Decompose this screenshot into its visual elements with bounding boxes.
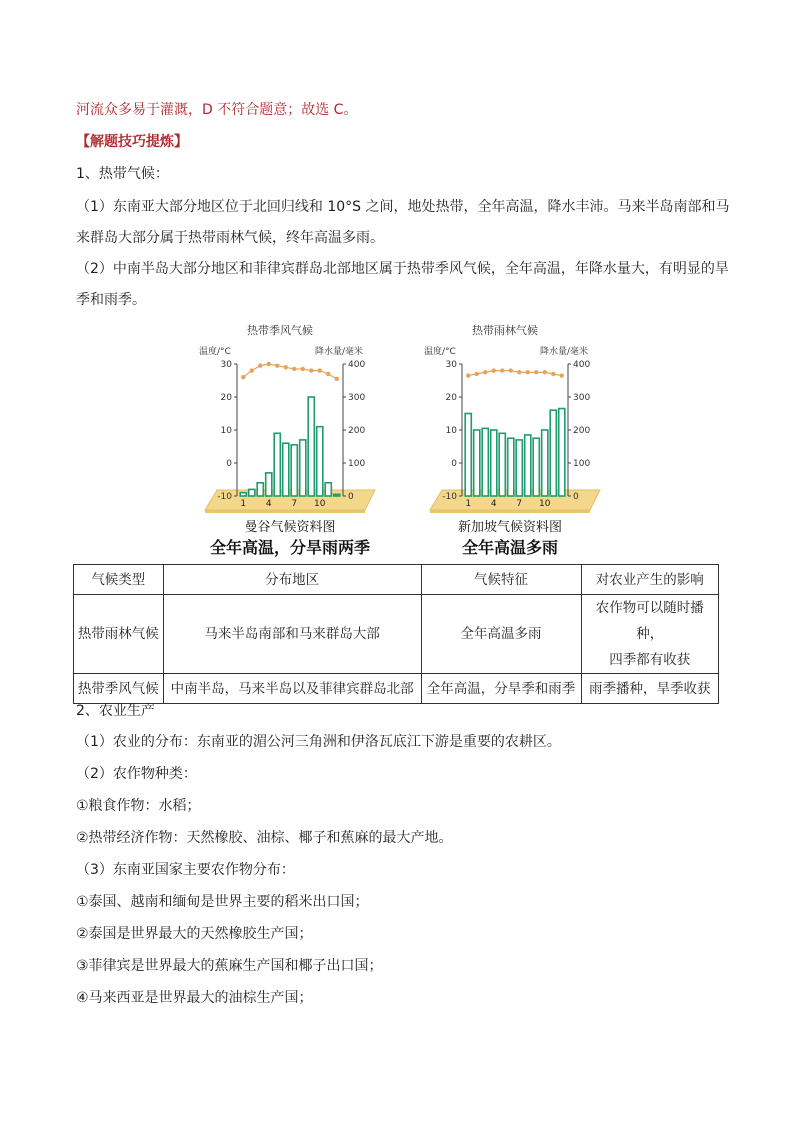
table-cell: 热带雨林气候 [74, 595, 164, 674]
temp-tick-label: 10 [220, 426, 232, 436]
precip-axis-label: 降水量/毫米 [315, 347, 364, 357]
tips-heading: 【解题技巧提炼】 [76, 134, 188, 150]
precip-tick-label: 200 [348, 426, 366, 436]
chart1-caption: 曼谷气候资料图 [244, 520, 336, 535]
temp-line [468, 371, 562, 376]
table-row [74, 595, 719, 674]
precip-bar [499, 433, 505, 496]
precip-bar [317, 427, 323, 496]
temp-point [309, 368, 313, 372]
intro-line: 河流众多易于灌溉，D 不符合题意；故选 C。 [76, 102, 358, 118]
table-header-row [74, 565, 719, 595]
temp-point [301, 367, 305, 371]
temp-point [500, 368, 504, 372]
month-tick-label: 4 [265, 499, 272, 509]
month-tick-label: 10 [314, 499, 326, 509]
table-header: 对农业产生的影响 [581, 565, 718, 595]
precip-bar [266, 473, 272, 496]
precip-bar [240, 493, 246, 496]
temp-point [517, 370, 521, 374]
precip-tick-label: 200 [573, 426, 591, 436]
table-cell: 马来半岛南部和马来群岛大部 [163, 595, 421, 674]
section2-s3b: ②泰国是世界最大的天然橡胶生产国； [76, 926, 313, 942]
precip-tick-label: 0 [573, 492, 579, 502]
temp-axis-label: 温度/°C [199, 347, 231, 357]
chart-base-edge [205, 510, 365, 513]
precip-bar [474, 430, 480, 496]
chart2-slogan: 全年高温多雨 [461, 538, 558, 557]
precip-bar [550, 410, 556, 496]
climate-table [73, 564, 719, 704]
table-cell [581, 595, 718, 674]
temp-tick-label: 20 [445, 393, 457, 403]
temp-point [335, 377, 339, 381]
temp-point [526, 370, 530, 374]
temp-point [560, 373, 564, 377]
precip-bar [300, 440, 306, 496]
precip-bar [325, 483, 331, 496]
section2-title: 2、农业生产 [76, 703, 155, 719]
temp-point [258, 363, 262, 367]
section2-s2a: ①粮食作物：水稻； [76, 798, 201, 814]
table-cell-line: 农作物可以随时播种， [595, 600, 704, 642]
temp-point [326, 372, 330, 376]
month-tick-label: 4 [490, 499, 497, 509]
precip-bar [516, 440, 522, 496]
section1-p1-line1: （1）东南亚大部分地区位于北回归线和 10°S 之间，地处热带，全年高温，降水丰沛。马来半岛南部和马 [76, 199, 730, 215]
temp-point [551, 372, 555, 376]
temp-tick-label: 0 [451, 459, 457, 469]
precip-tick-label: 100 [348, 459, 366, 469]
precip-bar [257, 483, 263, 496]
precip-bar [491, 430, 497, 496]
temp-tick-label: 10 [445, 426, 457, 436]
precip-bar [508, 438, 514, 496]
temp-point [267, 362, 271, 366]
table-header: 气候特征 [421, 565, 581, 595]
temp-tick-label: 0 [226, 459, 232, 469]
table-cell: 全年高温多雨 [421, 595, 581, 674]
precip-bar [283, 443, 289, 496]
month-tick-label: 1 [240, 499, 247, 509]
chart1-title: 热带季风气候 [247, 324, 313, 337]
temp-point [543, 370, 547, 374]
singapore-climate-chart [420, 338, 620, 513]
precip-tick-label: 300 [573, 393, 591, 403]
temp-point [492, 368, 496, 372]
section2-s2b: ②热带经济作物：天然橡胶、油棕、椰子和蕉麻的最大产地。 [76, 830, 453, 846]
chart2-caption: 新加坡气候资料图 [457, 520, 562, 535]
section2-s3a: ①泰国、越南和缅甸是世界主要的稻米出口国； [76, 894, 369, 910]
precip-axis-label: 降水量/毫米 [540, 347, 589, 357]
section2-s3d: ④马来西亚是世界最大的油棕生产国； [76, 990, 313, 1006]
bangkok-climate-chart [195, 338, 395, 513]
temp-point [318, 368, 322, 372]
temp-tick-label: -10 [217, 492, 232, 502]
section2-s3: （3）东南亚国家主要农作物分布： [76, 862, 295, 878]
table-cell: 雨季播种，旱季收获 [581, 674, 718, 704]
temp-line [243, 364, 337, 379]
section2-s2: （2）农作物种类： [76, 766, 197, 782]
precip-bar [559, 409, 565, 496]
precip-tick-label: 100 [573, 459, 591, 469]
temp-axis-label: 温度/°C [424, 347, 456, 357]
precip-tick-label: 400 [573, 360, 591, 370]
table-header: 分布地区 [163, 565, 421, 595]
precip-tick-label: 300 [348, 393, 366, 403]
temp-point [475, 372, 479, 376]
precip-bar [465, 414, 471, 497]
month-tick-label: 1 [465, 499, 472, 509]
temp-tick-label: 30 [220, 360, 232, 370]
precip-bar [525, 435, 531, 496]
temp-point [284, 365, 288, 369]
precip-bar [482, 428, 488, 496]
precip-bar [542, 430, 548, 496]
temp-point [483, 370, 487, 374]
temp-point [534, 370, 538, 374]
section2-s1: （1）农业的分布：东南亚的湄公河三角洲和伊洛瓦底江下游是重要的农耕区。 [76, 734, 561, 750]
precip-bar [249, 489, 255, 496]
table-cell-line: 四季都有收获 [609, 652, 691, 668]
table-cell: 全年高温，分旱季和雨季 [421, 674, 581, 704]
precip-bar [334, 494, 340, 496]
section1-p1-line2: 来群岛大部分属于热带雨林气候，终年高温多雨。 [76, 230, 384, 246]
month-tick-label: 7 [516, 499, 523, 509]
temp-point [250, 368, 254, 372]
month-tick-label: 10 [539, 499, 551, 509]
chart1-slogan: 全年高温，分旱雨两季 [209, 538, 370, 557]
section1-p2-line1: （2）中南半岛大部分地区和菲律宾群岛北部地区属于热带季风气候，全年高温，年降水量大，有明显的旱 [76, 261, 729, 277]
month-tick-label: 7 [291, 499, 298, 509]
precip-tick-label: 0 [348, 492, 354, 502]
chart2-title: 热带雨林气候 [472, 324, 538, 337]
section1-title: 1、热带气候： [76, 166, 169, 182]
section1-p2-line2: 季和雨季。 [76, 292, 146, 308]
temp-point [275, 363, 279, 367]
temp-tick-label: 30 [445, 360, 457, 370]
chart-base-edge [430, 510, 590, 513]
temp-tick-label: -10 [442, 492, 457, 502]
table-row [74, 674, 719, 704]
precip-bar [291, 445, 297, 496]
table-header: 气候类型 [74, 565, 164, 595]
temp-point [241, 375, 245, 379]
table-cell: 中南半岛，马来半岛以及菲律宾群岛北部 [163, 674, 421, 704]
section2-s3c: ③菲律宾是世界最大的蕉麻生产国和椰子出口国； [76, 958, 383, 974]
temp-point [466, 373, 470, 377]
precip-bar [533, 438, 539, 496]
temp-point [509, 368, 513, 372]
temp-tick-label: 20 [220, 393, 232, 403]
precip-bar [274, 433, 280, 496]
precip-tick-label: 400 [348, 360, 366, 370]
precip-bar [308, 397, 314, 496]
table-cell: 热带季风气候 [74, 674, 164, 704]
temp-point [292, 367, 296, 371]
